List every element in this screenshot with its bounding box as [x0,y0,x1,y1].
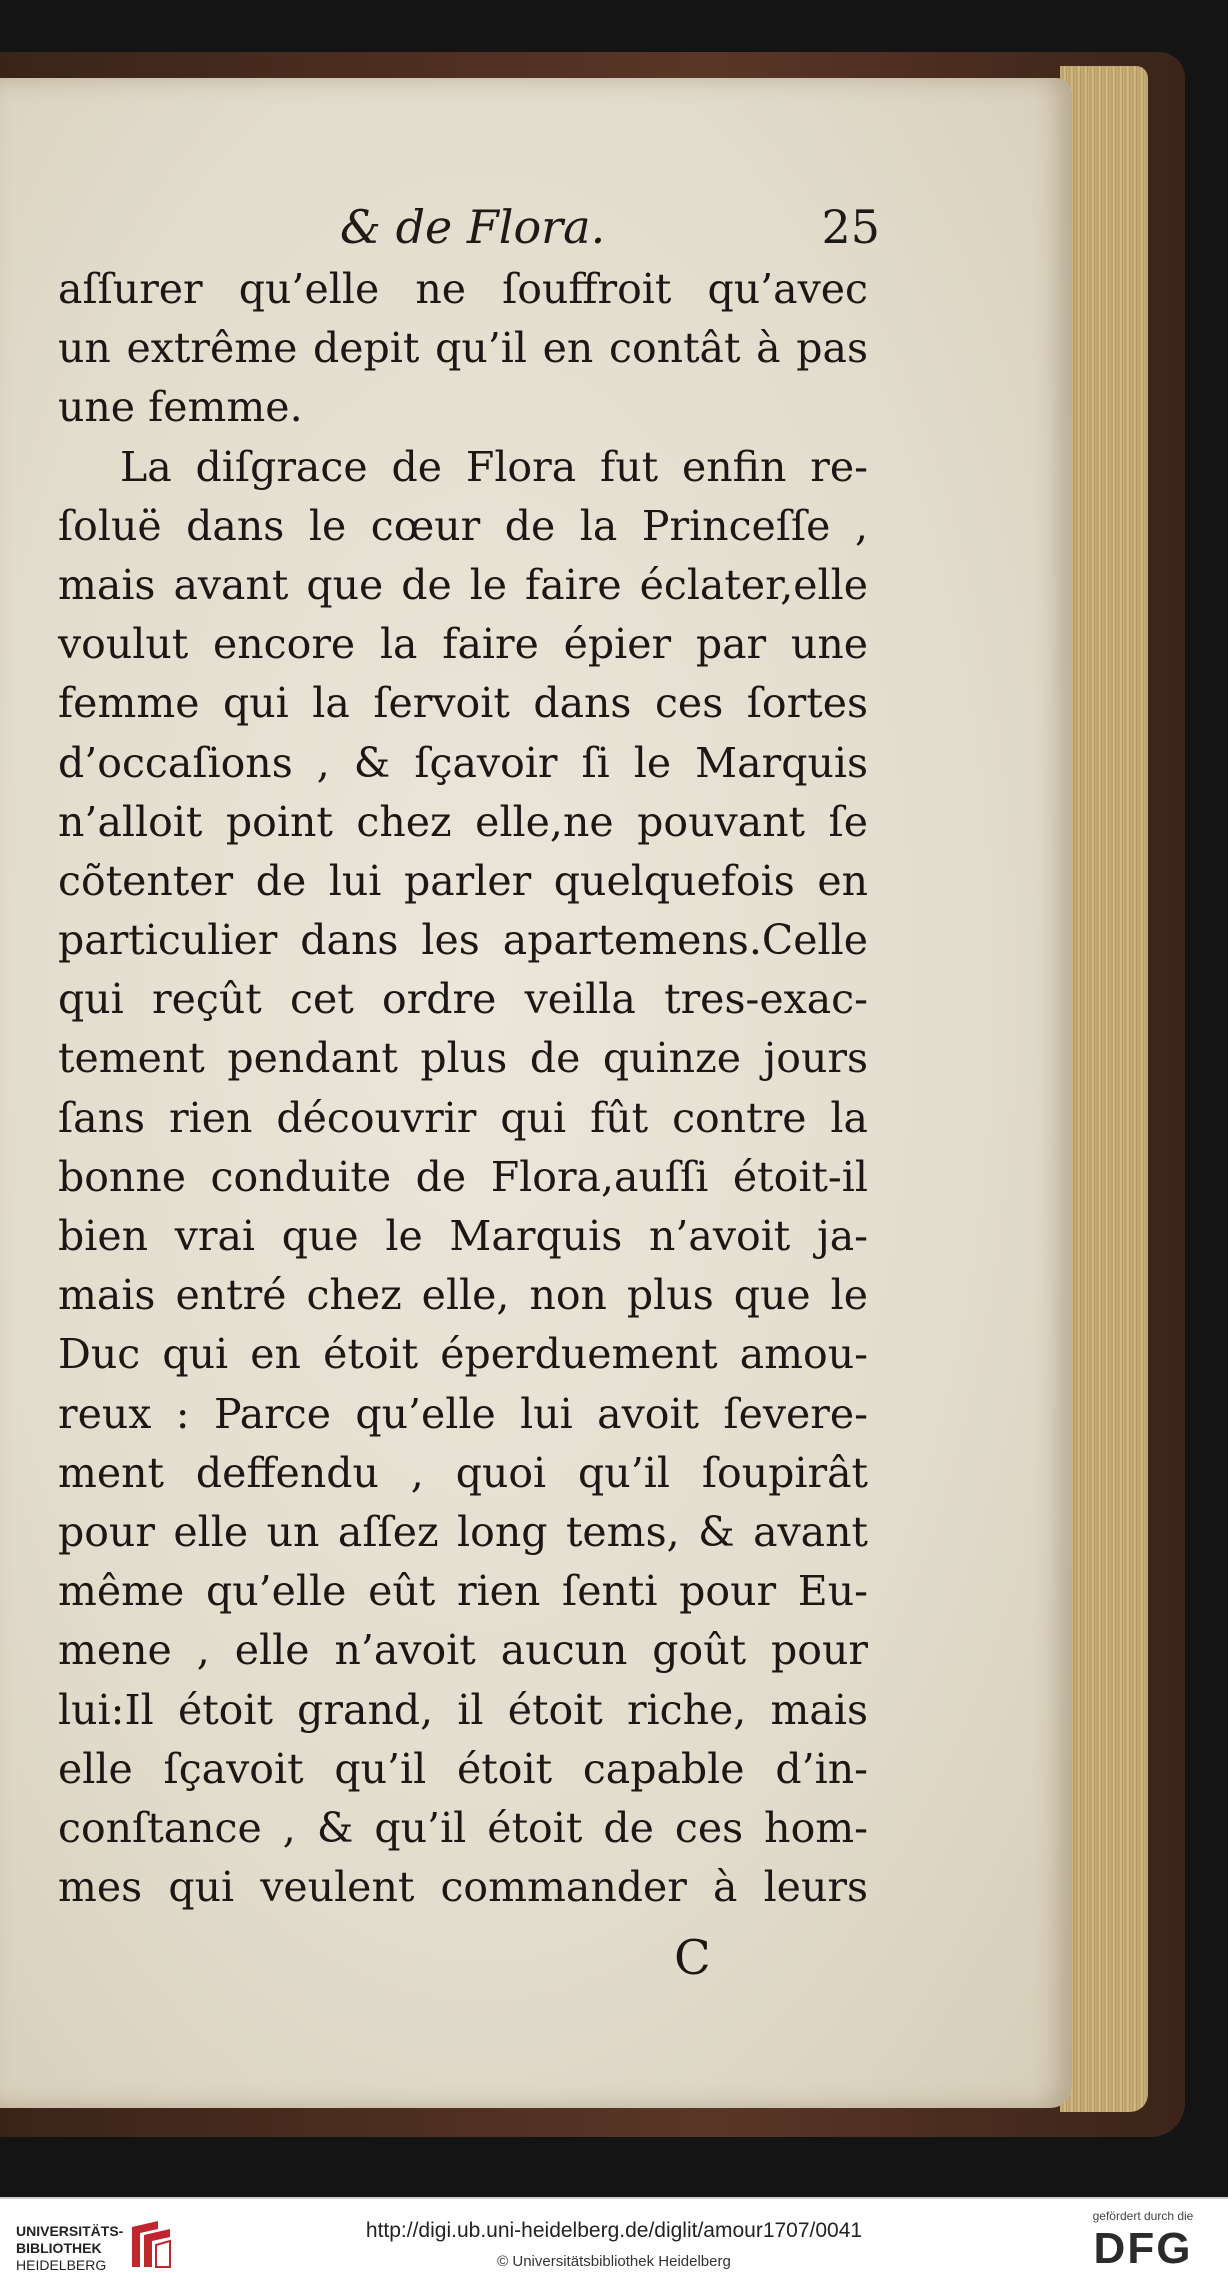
viewer-footer [0,2197,1228,2289]
running-head: & de Flora. [340,200,606,254]
page-number: 25 [821,200,880,254]
text-line: femme qui la ſervoit dans ces ſortes [58,679,868,728]
text-line: cõtenter de lui parler quelquefois en [58,856,868,905]
text-line: lui:Il étoit grand, il étoit riche, mais [58,1685,868,1734]
text-line: ſans rien découvrir qui fût contre la [58,1093,868,1142]
text-line: La diſgrace de Flora fut enfin re- [120,442,868,491]
text-line: ſoluë dans le cœur de la Princeſſe , [58,501,868,550]
permalink-url[interactable]: http://digi.ub.uni-heidelberg.de/diglit/amour1707/0041 [365,2219,863,2242]
text-line: bonne conduite de Flora,auſſi étoit-il [58,1152,868,1201]
signature-mark: C [674,1930,711,1986]
funder-block[interactable] [1078,2209,1208,2275]
text-line: bien vrai que le Marquis n’avoit ja- [58,1212,868,1260]
text-line: une femme. [58,383,303,432]
text-line: elle ſçavoit qu’il étoit capable d’in- [58,1744,868,1793]
library-name-line: UNIVERSITÄTS- [16,2223,124,2239]
page-edges [1060,66,1148,2112]
text-line: ment deffendu , quoi qu’il ſoupirât [58,1448,868,1497]
text-line: mes qui veulent commander à leurs [58,1863,868,1912]
body-text [58,260,868,1917]
library-name-line: BIBLIOTHEK [16,2240,102,2256]
funder-label: gefördert durch die [1092,2209,1194,2223]
text-line: d’occaſions , & ſçavoir ſi le Marquis [58,738,868,787]
text-line: mais avant que de le faire éclater,elle [58,560,868,609]
text-line: conſtance , & qu’il étoit de ces hom- [58,1803,868,1852]
library-name-line: HEIDELBERG [16,2257,107,2273]
text-line: pour elle un aſſez long tems, & avant [58,1507,868,1556]
text-line: particulier dans les apartemens.Celle [58,916,868,965]
text-line: tement pendant plus de quinze jours [58,1034,868,1083]
text-line: mene , elle n’avoit aucun goût pour [58,1626,868,1675]
text-line: Duc qui en étoit éperduement amou- [58,1330,868,1379]
text-line: voulut encore la faire épier par une [58,620,868,669]
copyright-notice: © Universitätsbibliothek Heidelberg [497,2253,731,2270]
text-line: même qu’elle eût rien ſenti pour Eu- [58,1567,868,1616]
text-line: n’alloit point chez elle,ne pouvant ſe [58,797,868,846]
dfg-logo: DFG [1093,2224,1193,2273]
text-line: aſſurer qu’elle ne ſouffroit qu’avec [58,265,868,313]
text-line: qui reçût cet ordre veilla tres-exac- [58,975,868,1024]
text-line: un extrême depit qu’il en contât à pas [58,324,868,373]
text-line: mais entré chez elle, non plus que le [58,1271,868,1320]
text-line: reux : Parce qu’elle lui avoit ſevere- [58,1389,868,1438]
